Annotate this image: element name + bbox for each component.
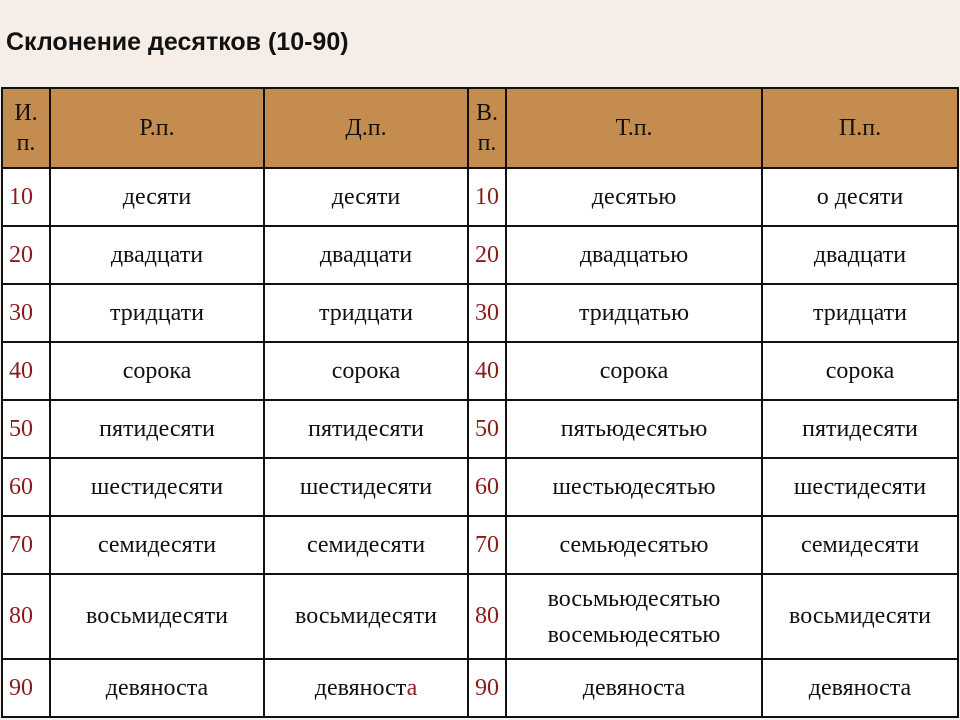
table-row: [2, 400, 958, 458]
cell-dative: сорока: [264, 342, 468, 400]
table-row: [2, 659, 958, 717]
table-row: [2, 574, 958, 659]
cell-genitive: семидесяти: [50, 516, 264, 574]
instrumental-variant-1: восьмьюдесятью: [547, 585, 721, 612]
cell-prepositional: двадцати: [762, 226, 958, 284]
cell-dative: пятидесяти: [264, 400, 468, 458]
declension-table: [1, 87, 959, 718]
cell-accusative: 60: [468, 458, 506, 516]
cell-instrumental: десятью: [506, 168, 762, 226]
cell-nominative: 70: [2, 516, 50, 574]
cell-instrumental: сорока: [506, 342, 762, 400]
cell-nominative: 60: [2, 458, 50, 516]
instrumental-variant-2: восемьюдесятью: [547, 621, 721, 648]
cell-nominative: 10: [2, 168, 50, 226]
cell-prepositional: семидесяти: [762, 516, 958, 574]
cell-instrumental: шестьюдесятью: [506, 458, 762, 516]
table-row: [2, 458, 958, 516]
cell-instrumental: тридцатью: [506, 284, 762, 342]
cell-accusative: 40: [468, 342, 506, 400]
cell-prepositional: о десяти: [762, 168, 958, 226]
header-dative: Д.п.: [264, 88, 468, 168]
header-prepositional: П.п.: [762, 88, 958, 168]
cell-genitive: пятидесяти: [50, 400, 264, 458]
cell-dative: тридцати: [264, 284, 468, 342]
cell-dative: шестидесяти: [264, 458, 468, 516]
table-row: [2, 342, 958, 400]
cell-accusative: 70: [468, 516, 506, 574]
cell-dative: [264, 659, 468, 717]
cell-accusative: 30: [468, 284, 506, 342]
table-row: [2, 284, 958, 342]
cell-genitive: шестидесяти: [50, 458, 264, 516]
cell-accusative: 10: [468, 168, 506, 226]
cell-genitive: восьмидесяти: [50, 574, 264, 659]
cell-nominative: 90: [2, 659, 50, 717]
cell-prepositional: пятидесяти: [762, 400, 958, 458]
cell-prepositional: сорока: [762, 342, 958, 400]
cell-instrumental: двадцатью: [506, 226, 762, 284]
header-instrumental: Т.п.: [506, 88, 762, 168]
table-row: [2, 516, 958, 574]
cell-instrumental: [506, 574, 762, 659]
header-nominative: И. п.: [2, 88, 50, 168]
cell-instrumental: девяноста: [506, 659, 762, 717]
cell-nominative: 80: [2, 574, 50, 659]
cell-genitive: тридцати: [50, 284, 264, 342]
cell-accusative: 50: [468, 400, 506, 458]
cell-dative: десяти: [264, 168, 468, 226]
cell-prepositional: восьмидесяти: [762, 574, 958, 659]
cell-instrumental: семьюдесятью: [506, 516, 762, 574]
cell-dative: семидесяти: [264, 516, 468, 574]
cell-genitive: сорока: [50, 342, 264, 400]
cell-nominative: 40: [2, 342, 50, 400]
cell-accusative: 80: [468, 574, 506, 659]
cell-accusative: 90: [468, 659, 506, 717]
cell-prepositional: тридцати: [762, 284, 958, 342]
cell-genitive: десяти: [50, 168, 264, 226]
cell-nominative: 30: [2, 284, 50, 342]
cell-prepositional: девяноста: [762, 659, 958, 717]
cell-dative: восьмидесяти: [264, 574, 468, 659]
dative-stem: девяност: [314, 674, 407, 701]
header-row: [2, 88, 958, 168]
cell-nominative: 50: [2, 400, 50, 458]
cell-genitive: девяноста: [50, 659, 264, 717]
cell-prepositional: шестидесяти: [762, 458, 958, 516]
cell-instrumental: пятьюдесятью: [506, 400, 762, 458]
header-genitive: Р.п.: [50, 88, 264, 168]
cell-nominative: 20: [2, 226, 50, 284]
page-title: Склонение десятков (10-90): [6, 28, 349, 56]
header-accusative: В. п.: [468, 88, 506, 168]
table-row: [2, 168, 958, 226]
cell-dative: двадцати: [264, 226, 468, 284]
cell-accusative: 20: [468, 226, 506, 284]
cell-genitive: двадцати: [50, 226, 264, 284]
table-row: [2, 226, 958, 284]
dative-ending: а: [406, 674, 418, 701]
